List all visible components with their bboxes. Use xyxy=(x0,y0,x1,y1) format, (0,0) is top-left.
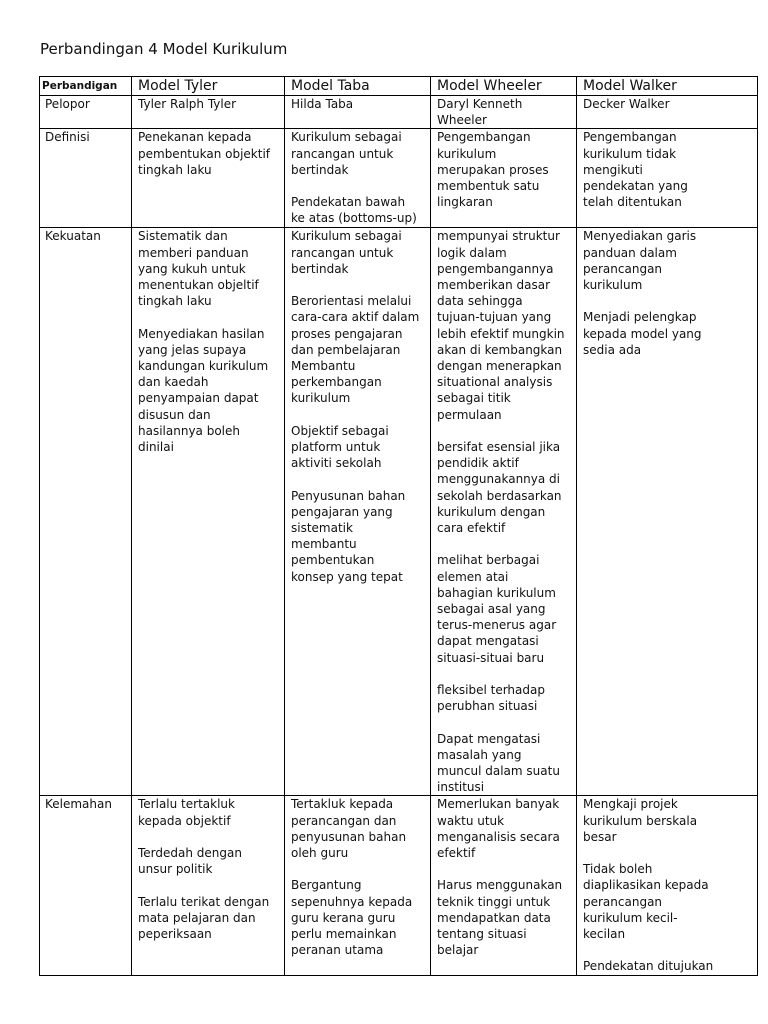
table-body xyxy=(40,96,758,976)
cell-paragraph: Menjadi pelengkap kepada model yang sedia ada xyxy=(583,310,702,357)
cell-kekuatan-walker xyxy=(577,228,758,796)
cell-paragraph: Tidak boleh diaplikasikan kepada perancangan kurikulum kecil- kecilan xyxy=(583,862,709,942)
cell-paragraph: Hilda Taba xyxy=(291,97,354,111)
cell-paragraph: Tertakluk kepada perancangan dan penyusunan bahan oleh guru xyxy=(291,797,407,861)
cell-paragraph: fleksibel terhadap perubhan situasi xyxy=(437,683,545,714)
cell-paragraph: Daryl Kenneth Wheeler xyxy=(437,97,523,128)
cell-paragraph: Menyediakan garis panduan dalam perancangan kurikulum xyxy=(583,229,697,293)
cell-kekuatan-wheeler xyxy=(431,228,577,796)
cell-paragraph: Tyler Ralph Tyler xyxy=(138,97,237,111)
cell-pelopor-wheeler xyxy=(431,96,577,129)
cell-definisi-tyler xyxy=(132,129,285,228)
cell-paragraph: Pendekatan ditujukan xyxy=(583,959,714,974)
cell-definisi-wheeler xyxy=(431,129,577,228)
cell-paragraph: Terlalu tertakluk kepada objektif xyxy=(138,797,235,828)
table-row-kelemahan xyxy=(40,796,758,975)
cell-definisi-walker xyxy=(577,129,758,228)
row-label-kekuatan: Kekuatan xyxy=(40,228,132,796)
cell-kelemahan-wheeler xyxy=(431,796,577,975)
cell-paragraph: Kurikulum sebagai rancangan untuk bertindak xyxy=(291,229,402,276)
header-model-wheeler: Model Wheeler xyxy=(431,77,577,96)
cell-paragraph: Kurikulum sebagai rancangan untuk bertindak xyxy=(291,130,402,177)
header-model-walker: Model Walker xyxy=(577,77,758,96)
cell-paragraph: Terlalu terikat dengan mata pelajaran dan peperiksaan xyxy=(138,894,270,942)
cell-paragraph: Penyusunan bahan pengajaran yang sistematik membantu pembentukan konsep yang tepat xyxy=(291,488,406,584)
page-title: Perbandingan 4 Model Kurikulum xyxy=(40,40,288,58)
cell-paragraph: Decker Walker xyxy=(583,97,670,111)
cell-paragraph: Menyediakan hasilan yang jelas supaya kandungan kurikulum dan kaedah penyampaian dapat disusun dan hasilannya boleh dinilai xyxy=(138,326,269,455)
header-row xyxy=(40,77,758,96)
row-label-kelemahan: Kelemahan xyxy=(40,796,132,975)
cell-paragraph: Pengembangan kurikulum merupakan proses membentuk satu lingkaran xyxy=(437,130,549,210)
row-label-pelopor: Pelopor xyxy=(40,96,132,129)
cell-definisi-taba xyxy=(285,129,431,228)
header-model-tyler: Model Tyler xyxy=(132,77,285,96)
cell-kelemahan-walker xyxy=(577,796,758,975)
cell-paragraph: Sistematik dan memberi panduan yang kukuh untuk menentukan objeltif tingkah laku xyxy=(138,229,259,309)
cell-paragraph: Pengembangan kurikulum tidak mengikuti pendekatan yang telah ditentukan xyxy=(583,130,688,210)
cell-paragraph: Memerlukan banyak waktu utuk menganalisis secara efektif xyxy=(437,797,560,861)
cell-paragraph: Terdedah dengan unsur politik xyxy=(138,846,242,877)
table-row-kekuatan xyxy=(40,228,758,796)
row-label-definisi: Definisi xyxy=(40,129,132,228)
cell-kekuatan-tyler xyxy=(132,228,285,796)
cell-paragraph: Objektif sebagai platform untuk aktiviti sekolah xyxy=(291,423,389,471)
cell-paragraph: bersifat esensial jika pendidik aktif menggunakannya di sekolah berdasarkan kurikulum dengan cara efektif xyxy=(437,440,562,536)
cell-paragraph: mempunyai struktur logik dalam pengembangannya memberikan dasar data sehingga tujuan-tujuan yang lebih efektif mungkin akan di kembangkan dengan menerapkan situational analysis sebagai titik permulaan xyxy=(437,229,565,422)
cell-paragraph: Dapat mengatasi masalah yang muncul dalam suatu institusi xyxy=(437,731,560,795)
cell-paragraph: melihat berbagai elemen atai bahagian kurikulum sebagai asal yang terus-menerus agar dapat mengatasi situasi-situai baru xyxy=(437,553,557,665)
cell-pelopor-walker xyxy=(577,96,758,129)
header-model-taba: Model Taba xyxy=(285,77,431,96)
cell-kelemahan-tyler xyxy=(132,796,285,975)
cell-kelemahan-taba xyxy=(285,796,431,975)
cell-paragraph: Mengkaji projek kurikulum berskala besar xyxy=(583,797,698,844)
cell-pelopor-taba xyxy=(285,96,431,129)
comparison-table xyxy=(39,76,758,976)
table-row-definisi xyxy=(40,129,758,228)
cell-paragraph: Berorientasi melalui cara-cara aktif dalam proses pengajaran dan pembelajaran Membantu perkembangan kurikulum xyxy=(291,294,420,406)
cell-paragraph: Bergantung sepenuhnya kepada guru kerana guru perlu memainkan peranan utama xyxy=(291,878,413,958)
cell-paragraph: Penekanan kepada pembentukan objektif tingkah laku xyxy=(138,130,271,177)
cell-paragraph: Harus menggunakan teknik tinggi untuk mendapatkan data tentang situasi belajar xyxy=(437,878,563,958)
cell-kekuatan-taba xyxy=(285,228,431,796)
table-row-pelopor xyxy=(40,96,758,129)
header-perbandingan: Perbandigan xyxy=(40,77,132,96)
cell-paragraph: Pendekatan bawah ke atas (bottoms-up) xyxy=(291,195,417,226)
cell-pelopor-tyler xyxy=(132,96,285,129)
